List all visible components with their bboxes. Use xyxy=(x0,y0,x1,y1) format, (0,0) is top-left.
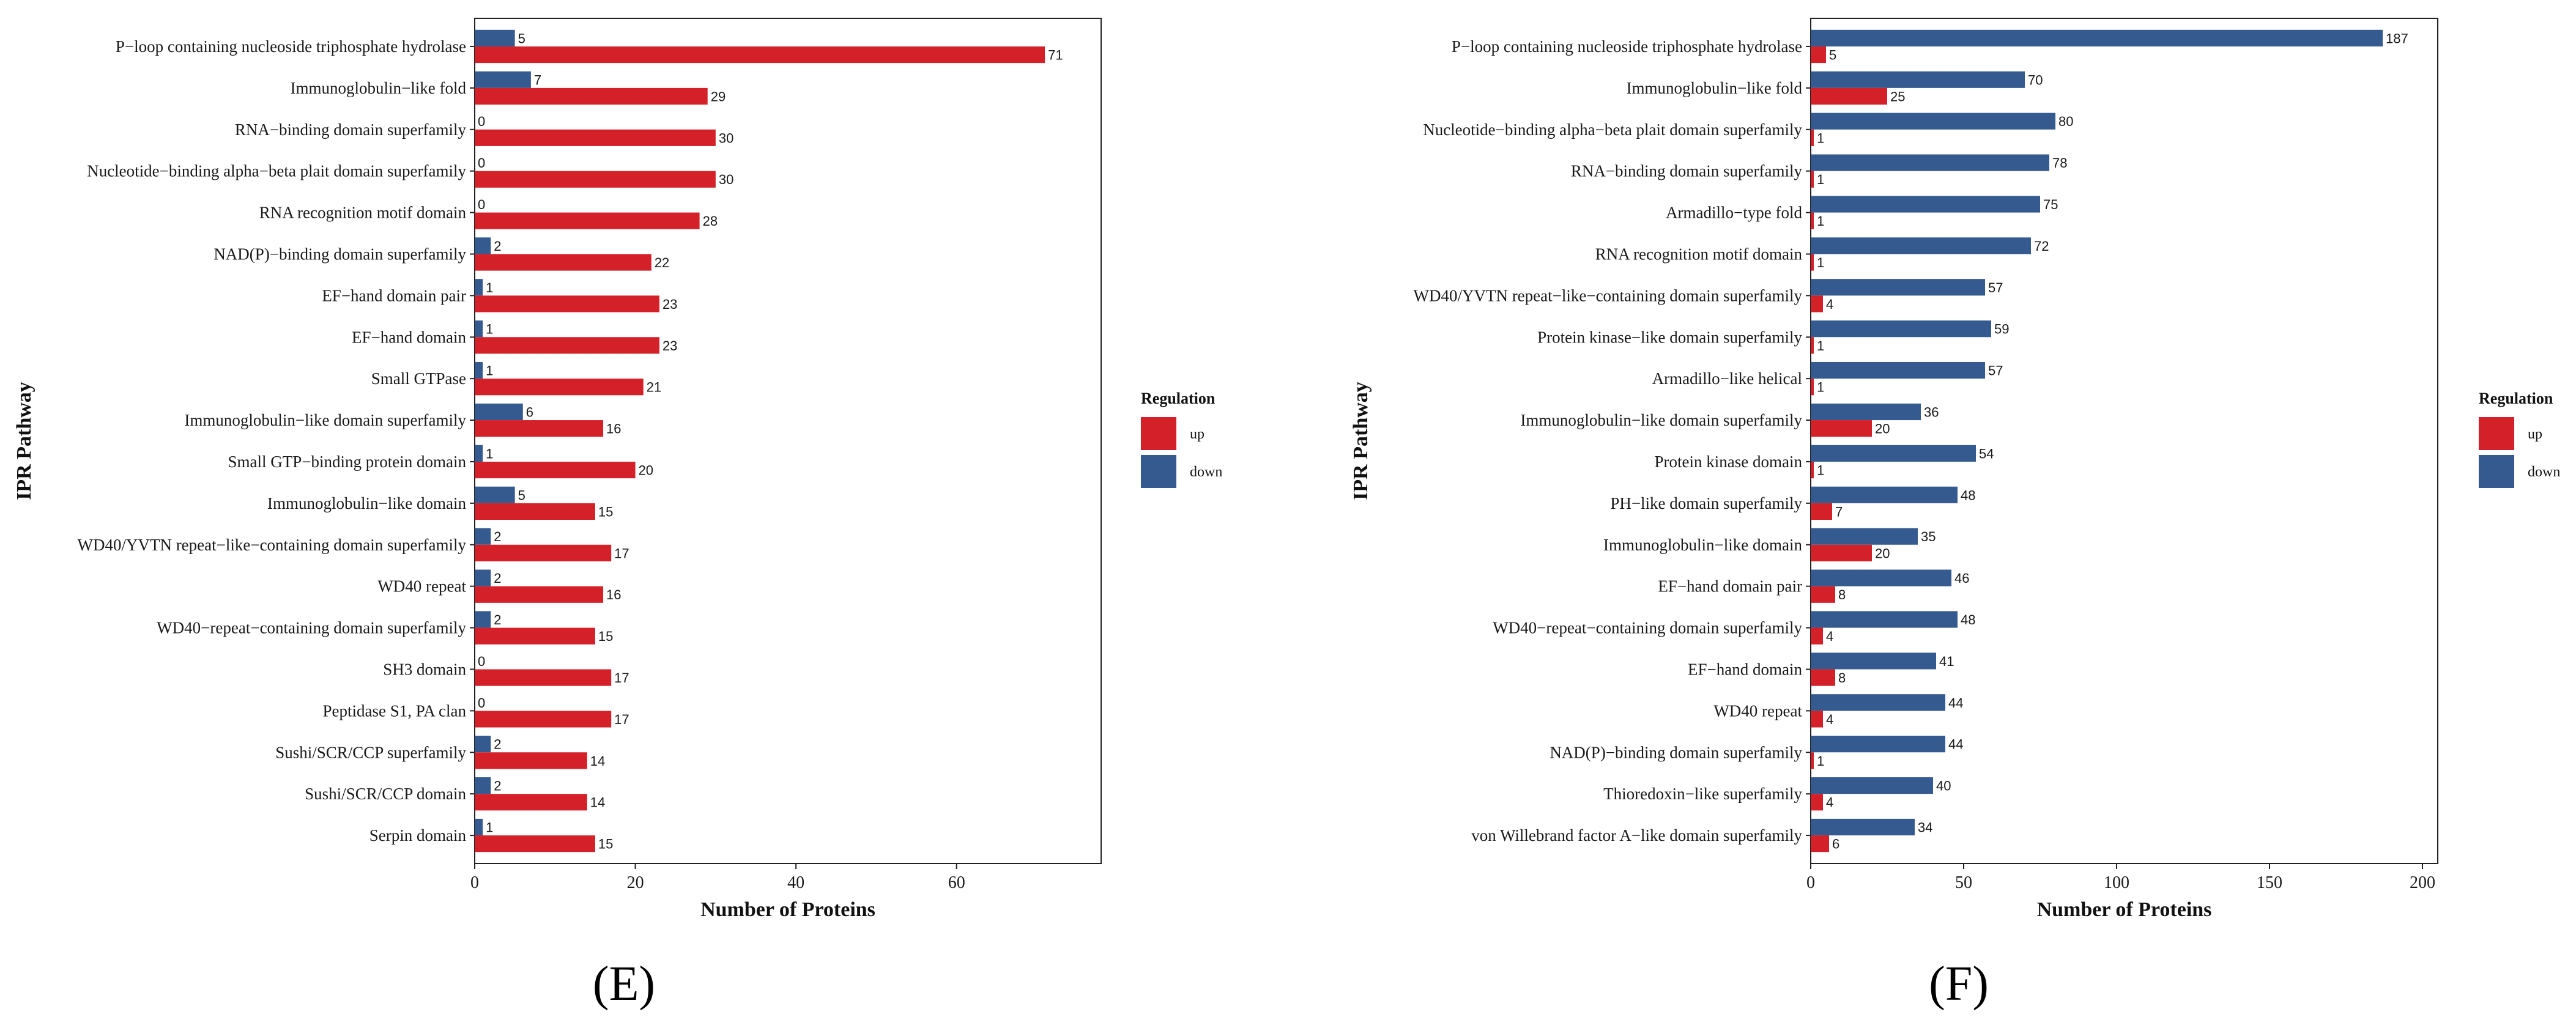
data-label-down: 2 xyxy=(494,778,502,794)
bar-down xyxy=(475,819,483,835)
category-label: EF−hand domain pair xyxy=(322,286,466,305)
data-label-down: 46 xyxy=(1954,571,1970,586)
data-label-up: 16 xyxy=(606,421,622,437)
data-label-up: 17 xyxy=(614,670,629,686)
category-label: NAD(P)−binding domain superfamily xyxy=(1550,743,1802,762)
category-label: Immunoglobulin−like fold xyxy=(290,78,466,97)
category-label: Nucleotide−binding alpha−beta plait domain superfamily xyxy=(1423,120,1802,139)
y-axis-title: IPR Pathway xyxy=(13,382,35,500)
bar-down xyxy=(1811,777,1933,794)
category-label: Protein kinase−like domain superfamily xyxy=(1537,328,1802,347)
category-label: RNA−binding domain superfamily xyxy=(234,120,466,139)
bar-up xyxy=(1811,420,1872,437)
data-label-up: 23 xyxy=(662,338,678,353)
bar-down xyxy=(475,404,523,420)
bar-up xyxy=(475,46,1045,63)
bar-down xyxy=(1811,445,1976,462)
data-label-up: 1 xyxy=(1817,753,1825,769)
bar-up xyxy=(1811,669,1835,686)
category-label: Armadillo−like helical xyxy=(1652,369,1802,388)
bar-up xyxy=(1811,130,1814,146)
bar-down xyxy=(1811,362,1985,379)
data-label-down: 40 xyxy=(1936,778,1951,794)
data-label-up: 4 xyxy=(1826,296,1834,312)
legend-label-up: up xyxy=(1190,426,1204,442)
bar-down xyxy=(1811,404,1921,420)
chart-panel-e xyxy=(13,18,1222,1011)
data-label-down: 187 xyxy=(2386,31,2408,46)
category-label: Nucleotide−binding alpha−beta plait domain superfamily xyxy=(87,161,466,180)
data-label-down: 0 xyxy=(478,695,486,711)
data-label-down: 1 xyxy=(486,321,494,337)
bar-down xyxy=(475,611,491,627)
data-label-up: 17 xyxy=(614,711,629,727)
data-label-up: 1 xyxy=(1817,255,1825,271)
y-axis-title: IPR Pathway xyxy=(1349,382,1372,500)
data-label-down: 35 xyxy=(1921,529,1936,545)
data-label-down: 34 xyxy=(1918,819,1933,835)
bar-up xyxy=(1811,586,1835,603)
category-label: WD40/YVTN repeat−like−containing domain superfamily xyxy=(77,535,466,554)
data-label-down: 41 xyxy=(1939,653,1954,669)
bar-down xyxy=(475,279,483,295)
x-tick-label: 40 xyxy=(787,873,805,892)
bar-up xyxy=(475,628,595,645)
category-label: Small GTP−binding protein domain xyxy=(228,452,466,471)
bar-up xyxy=(475,586,603,603)
data-label-up: 71 xyxy=(1048,47,1063,63)
bar-up xyxy=(475,254,651,270)
panel-label: (F) xyxy=(1929,957,1989,1011)
category-label: EF−hand domain xyxy=(352,328,466,347)
data-label-up: 1 xyxy=(1817,213,1825,229)
bar-down xyxy=(1811,154,2049,171)
data-label-up: 29 xyxy=(710,89,726,105)
data-label-up: 8 xyxy=(1838,670,1846,686)
bar-up xyxy=(1811,213,1814,229)
data-label-down: 78 xyxy=(2052,155,2068,171)
data-label-down: 1 xyxy=(486,446,494,462)
data-label-down: 1 xyxy=(486,363,494,379)
data-label-down: 5 xyxy=(518,31,525,46)
bar-down xyxy=(1811,487,1958,503)
bar-up xyxy=(1811,503,1832,520)
data-label-down: 0 xyxy=(478,196,486,212)
bar-down xyxy=(1811,611,1958,627)
data-label-down: 72 xyxy=(2034,238,2049,254)
data-label-down: 48 xyxy=(1961,487,1976,503)
bar-up xyxy=(475,835,595,852)
bar-up xyxy=(475,545,611,561)
category-label: WD40 repeat xyxy=(1713,701,1802,720)
bar-up xyxy=(475,295,659,312)
bar-up xyxy=(1811,88,1887,105)
data-label-up: 30 xyxy=(718,130,734,146)
data-label-down: 0 xyxy=(478,114,486,130)
category-label: P−loop containing nucleoside triphosphate hydrolase xyxy=(115,37,466,56)
data-label-down: 54 xyxy=(1979,446,1994,462)
data-label-up: 17 xyxy=(614,545,629,561)
data-label-up: 20 xyxy=(1875,545,1890,561)
x-tick-label: 100 xyxy=(2104,873,2129,892)
legend-swatch-up xyxy=(1141,417,1176,450)
legend-label-down: down xyxy=(2528,464,2561,480)
bar-up xyxy=(475,88,708,105)
category-label: WD40 repeat xyxy=(377,577,466,596)
data-label-down: 7 xyxy=(533,72,542,88)
data-label-down: 80 xyxy=(2058,114,2074,130)
category-label: Immunoglobulin−like domain superfamily xyxy=(184,411,466,430)
bar-down xyxy=(1811,113,2055,130)
category-label: Protein kinase domain xyxy=(1654,452,1802,471)
data-label-down: 36 xyxy=(1924,404,1939,420)
legend-swatch-down xyxy=(2479,455,2514,488)
data-label-up: 8 xyxy=(1838,587,1846,603)
bar-up xyxy=(475,171,716,188)
bar-down xyxy=(475,30,515,46)
data-label-down: 0 xyxy=(478,155,486,171)
x-axis-title: Number of Proteins xyxy=(700,898,875,921)
bar-down xyxy=(1811,320,1991,337)
bar-down xyxy=(1811,819,1915,835)
data-label-down: 2 xyxy=(494,612,502,627)
category-label: PH−like domain superfamily xyxy=(1610,494,1802,512)
data-label-up: 4 xyxy=(1826,794,1834,810)
data-label-down: 48 xyxy=(1961,612,1976,627)
data-label-down: 1 xyxy=(486,279,494,295)
bar-up xyxy=(475,752,587,769)
bar-up xyxy=(1811,752,1814,769)
legend-title: Regulation xyxy=(1141,390,1216,407)
x-tick-label: 200 xyxy=(2410,873,2435,892)
x-tick-label: 60 xyxy=(948,873,965,892)
bar-down xyxy=(1811,237,2031,254)
bar-up xyxy=(475,130,716,146)
data-label-down: 6 xyxy=(525,404,534,420)
category-label: Immunoglobulin−like fold xyxy=(1626,78,1802,97)
bar-down xyxy=(475,528,491,545)
data-label-up: 22 xyxy=(654,255,670,271)
category-label: P−loop containing nucleoside triphosphate hydrolase xyxy=(1451,37,1802,56)
bar-up xyxy=(1811,545,1872,561)
data-label-up: 30 xyxy=(718,172,734,188)
data-label-up: 1 xyxy=(1817,379,1825,395)
bar-up xyxy=(475,213,700,229)
category-label: Peptidase S1, PA clan xyxy=(322,701,466,720)
data-label-down: 59 xyxy=(1994,321,2010,337)
data-label-down: 2 xyxy=(494,736,502,752)
bar-down xyxy=(1811,653,1936,669)
category-label: Sushi/SCR/CCP superfamily xyxy=(275,743,466,762)
legend-swatch-down xyxy=(1141,455,1176,488)
data-label-up: 1 xyxy=(1817,172,1825,188)
bar-up xyxy=(475,379,644,395)
data-label-up: 15 xyxy=(598,836,614,852)
bar-up xyxy=(1811,462,1814,478)
bar-down xyxy=(475,487,515,503)
bar-up xyxy=(1811,711,1823,727)
bar-up xyxy=(1811,46,1826,63)
bar-up xyxy=(1811,835,1829,852)
bar-down xyxy=(475,569,491,586)
data-label-up: 15 xyxy=(598,629,614,645)
legend-swatch-up xyxy=(2479,417,2514,450)
data-label-up: 15 xyxy=(598,504,614,520)
data-label-down: 57 xyxy=(1988,363,2003,379)
data-label-up: 23 xyxy=(662,296,678,312)
category-label: SH3 domain xyxy=(383,660,466,679)
bar-down xyxy=(1811,72,2025,88)
legend xyxy=(2479,390,2560,488)
data-label-down: 44 xyxy=(1948,736,1964,752)
category-label: Immunoglobulin−like domain xyxy=(1603,535,1802,554)
bar-up xyxy=(475,503,595,520)
bar-up xyxy=(1811,379,1814,395)
category-label: WD40−repeat−containing domain superfamily xyxy=(1493,618,1802,637)
bar-up xyxy=(1811,171,1814,188)
data-label-up: 28 xyxy=(702,213,718,229)
x-tick-label: 150 xyxy=(2257,873,2282,892)
bar-up xyxy=(475,462,636,478)
chart-panel-f xyxy=(1349,18,2560,1011)
data-label-down: 5 xyxy=(518,487,525,503)
data-label-up: 20 xyxy=(638,462,654,478)
bar-down xyxy=(475,362,483,379)
data-label-up: 14 xyxy=(590,753,606,769)
data-label-up: 1 xyxy=(1817,130,1825,146)
data-label-up: 1 xyxy=(1817,462,1825,478)
bar-down xyxy=(475,445,483,462)
bar-down xyxy=(475,320,483,337)
data-label-down: 0 xyxy=(478,653,486,669)
category-label: RNA recognition motif domain xyxy=(259,203,466,222)
bar-down xyxy=(1811,569,1951,586)
bar-down xyxy=(1811,736,1945,752)
data-label-down: 2 xyxy=(494,571,502,586)
bar-down xyxy=(475,736,491,752)
data-label-up: 21 xyxy=(646,379,662,395)
category-label: Immunoglobulin−like domain superfamily xyxy=(1520,411,1802,430)
panel-label: (E) xyxy=(592,957,656,1011)
x-tick-label: 0 xyxy=(1806,873,1815,892)
data-label-down: 44 xyxy=(1948,695,1964,711)
bar-up xyxy=(1811,254,1814,270)
bar-down xyxy=(475,237,491,254)
data-label-up: 6 xyxy=(1832,836,1840,852)
bar-up xyxy=(475,711,611,727)
bar-down xyxy=(1811,196,2040,212)
category-label: Armadillo−type fold xyxy=(1666,203,1802,222)
data-label-up: 4 xyxy=(1826,629,1834,645)
data-label-down: 2 xyxy=(494,238,502,254)
data-label-down: 75 xyxy=(2043,196,2058,212)
data-label-up: 14 xyxy=(590,794,606,810)
category-label: WD40/YVTN repeat−like−containing domain superfamily xyxy=(1413,286,1802,305)
x-tick-label: 50 xyxy=(1955,873,1972,892)
legend xyxy=(1141,390,1222,488)
category-label: RNA−binding domain superfamily xyxy=(1570,161,1802,180)
x-axis-title: Number of Proteins xyxy=(2036,898,2212,921)
bar-up xyxy=(475,420,603,437)
bar-up xyxy=(475,337,659,353)
bar-down xyxy=(1811,528,1918,545)
data-label-down: 2 xyxy=(494,529,502,545)
data-label-up: 25 xyxy=(1890,89,1906,105)
bar-down xyxy=(475,777,491,794)
data-label-up: 7 xyxy=(1835,504,1843,520)
x-tick-label: 20 xyxy=(626,873,644,892)
category-label: Sushi/SCR/CCP domain xyxy=(305,785,466,804)
bar-up xyxy=(1811,337,1814,353)
category-label: RNA recognition motif domain xyxy=(1595,245,1802,264)
legend-title: Regulation xyxy=(2479,390,2553,407)
bar-up xyxy=(475,794,587,810)
data-label-down: 57 xyxy=(1988,279,2003,295)
bar-up xyxy=(1811,794,1823,810)
data-label-up: 16 xyxy=(606,587,622,603)
bar-up xyxy=(1811,628,1823,645)
category-label: Serpin domain xyxy=(369,826,466,845)
data-label-down: 70 xyxy=(2028,72,2043,88)
bar-up xyxy=(475,669,611,686)
category-label: WD40−repeat−containing domain superfamily xyxy=(157,618,466,637)
category-label: EF−hand domain pair xyxy=(1658,577,1802,596)
data-label-up: 20 xyxy=(1875,421,1890,437)
category-label: Small GTPase xyxy=(371,369,466,388)
legend-label-down: down xyxy=(1190,464,1223,480)
data-label-up: 5 xyxy=(1829,47,1837,63)
data-label-up: 1 xyxy=(1817,338,1825,353)
category-label: Thioredoxin−like superfamily xyxy=(1603,785,1802,804)
data-label-down: 1 xyxy=(486,819,494,835)
legend-label-up: up xyxy=(2528,426,2542,442)
bar-down xyxy=(1811,694,1945,711)
data-label-up: 4 xyxy=(1826,711,1834,727)
bar-down xyxy=(475,72,531,88)
bar-down xyxy=(1811,30,2383,46)
category-label: von Willebrand factor A−like domain superfamily xyxy=(1471,826,1802,845)
category-label: NAD(P)−binding domain superfamily xyxy=(213,245,466,264)
category-label: Immunoglobulin−like domain xyxy=(267,494,466,512)
x-tick-label: 0 xyxy=(470,873,479,892)
category-label: EF−hand domain xyxy=(1688,660,1802,679)
bar-up xyxy=(1811,295,1823,312)
bar-down xyxy=(1811,279,1985,295)
